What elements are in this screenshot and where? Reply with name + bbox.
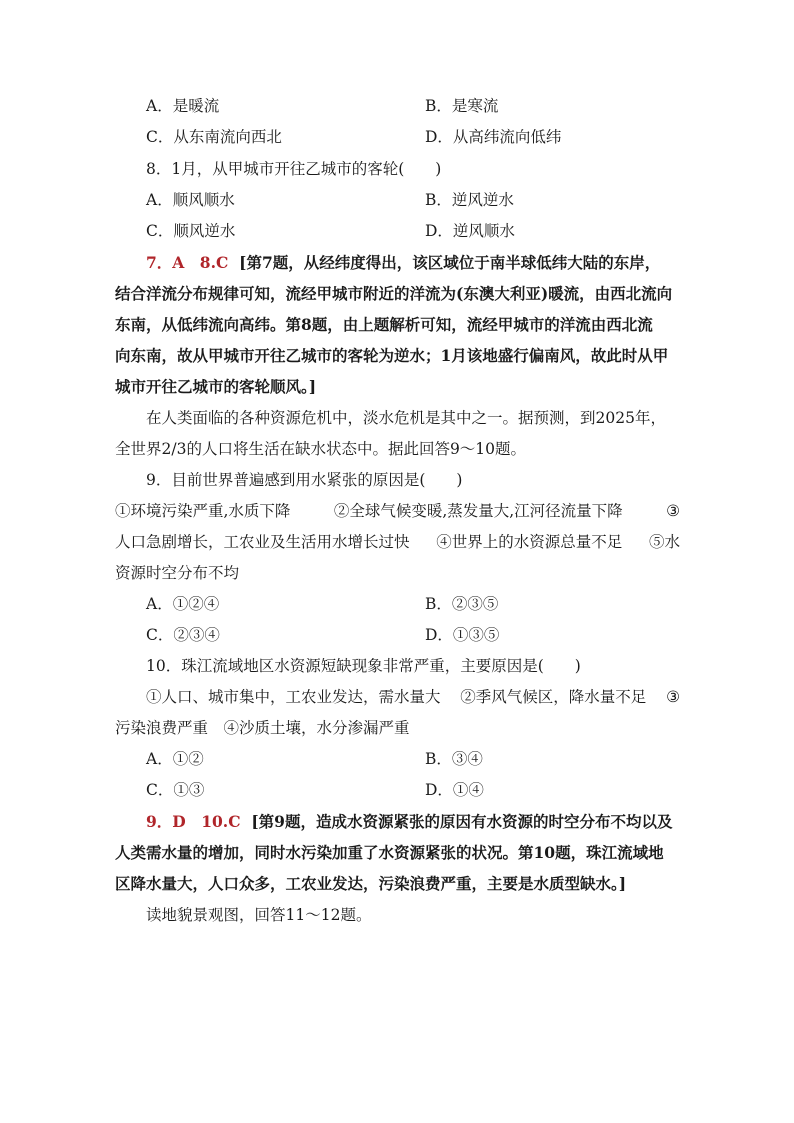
answer-9-10-line-3: 区降水量大，人口众多，工农业发达，污染浪费严重，主要是水质型缺水。] — [115, 874, 627, 893]
passage-line-2: 全世界2/3的人口将生活在缺水状态中。据此回答9～10题。 — [115, 440, 527, 458]
q8-stem: 8．1月，从甲城市开往乙城市的客轮( ) — [146, 160, 442, 178]
q9-item-1: ①环境污染严重,水质下降 — [115, 502, 291, 520]
q7-option-d: D．从高纬流向低纬 — [425, 128, 562, 146]
q9-item-3-marker: ③ — [666, 502, 680, 520]
q9-option-c: C．②③④ — [146, 626, 220, 644]
q9-item-2: ②全球气候变暖,蒸发量大,江河径流量下降 — [333, 502, 623, 520]
answer-9-10-first-line — [146, 812, 672, 832]
q9-stem: 9．目前世界普遍感到用水紧张的原因是( ) — [146, 471, 463, 489]
q10-option-a: A．①② — [146, 750, 204, 768]
q10-option-c: C．①③ — [146, 781, 205, 799]
q8-option-d: D．逆风顺水 — [425, 222, 515, 240]
answer-7-8-line-4: 向东南，故从甲城市开往乙城市的客轮为逆水；1月该地盛行偏南风，故此时从甲 — [115, 346, 669, 365]
q7-option-b: B．是寒流 — [425, 97, 499, 115]
answer-7-8-line-5: 城市开往乙城市的客轮顺风。] — [115, 377, 317, 396]
q9-option-b: B．②③⑤ — [425, 595, 499, 613]
q10-item-3-marker: ③ — [666, 688, 680, 706]
answer-7-8-first-line — [146, 253, 660, 273]
q8-option-b: B．逆风逆水 — [425, 191, 514, 209]
answer-7-8-line-3: 东南，从低纬流向高纬。第8题，由上题解析可知，流经甲城市的洋流由西北流 — [115, 315, 653, 334]
answer-key-9-10: 9．D 10.C — [146, 812, 241, 831]
passage-line-1: 在人类面临的各种资源危机中，淡水危机是其中之一。据预测，到2025年， — [146, 409, 666, 427]
q9-items-line-3: 资源时空分布不均 — [115, 564, 240, 582]
q10-item-2: ②季风气候区，降水量不足 — [460, 688, 647, 706]
q9-option-d: D．①③⑤ — [425, 626, 500, 644]
answer-9-10-line-1: [第9题，造成水资源紧张的原因有水资源的时空分布不均以及 — [251, 812, 673, 831]
q10-option-d: D．①④ — [425, 781, 484, 799]
q7-option-a: A．是暖流 — [146, 97, 220, 115]
q8-option-a: A．顺风顺水 — [146, 191, 235, 209]
q9-items-line-1 — [115, 501, 680, 521]
answer-7-8-line-1: [第7题，从经纬度得出，该区域位于南半球低纬大陆的东岸， — [239, 253, 661, 272]
q8-option-c: C．顺风逆水 — [146, 222, 236, 240]
q10-items-line-2: 污染浪费严重 ④沙质土壤，水分渗漏严重 — [115, 719, 410, 737]
q10-item-1: ①人口、城市集中，工农业发达，需水量大 — [146, 688, 441, 706]
q7-option-c: C．从东南流向西北 — [146, 128, 282, 146]
q10-option-b: B．③④ — [425, 750, 483, 768]
q9-option-a: A．①②④ — [146, 595, 220, 613]
q10-stem: 10．珠江流域地区水资源短缺现象非常严重，主要原因是( ) — [146, 657, 581, 675]
answer-9-10-line-2: 人类需水量的增加，同时水污染加重了水资源紧张的状况。第10题，珠江流域地 — [115, 843, 664, 862]
q9-item-3-text: 人口急剧增长，工农业及生活用水增长过快 — [115, 533, 410, 551]
answer-key-7-8: 7．A 8.C — [146, 253, 229, 272]
answer-7-8-line-2: 结合洋流分布规律可知，流经甲城市附近的洋流为(东澳大利亚)暖流，由西北流向 — [115, 284, 673, 303]
q10-items-line-1 — [146, 687, 680, 707]
q9-items-line-2 — [115, 532, 680, 552]
next-question-prompt: 读地貌景观图，回答11～12题。 — [146, 906, 372, 924]
q9-item-4: ④世界上的水资源总量不足 — [436, 533, 623, 551]
q9-item-5-start: ⑤水 — [648, 533, 680, 551]
